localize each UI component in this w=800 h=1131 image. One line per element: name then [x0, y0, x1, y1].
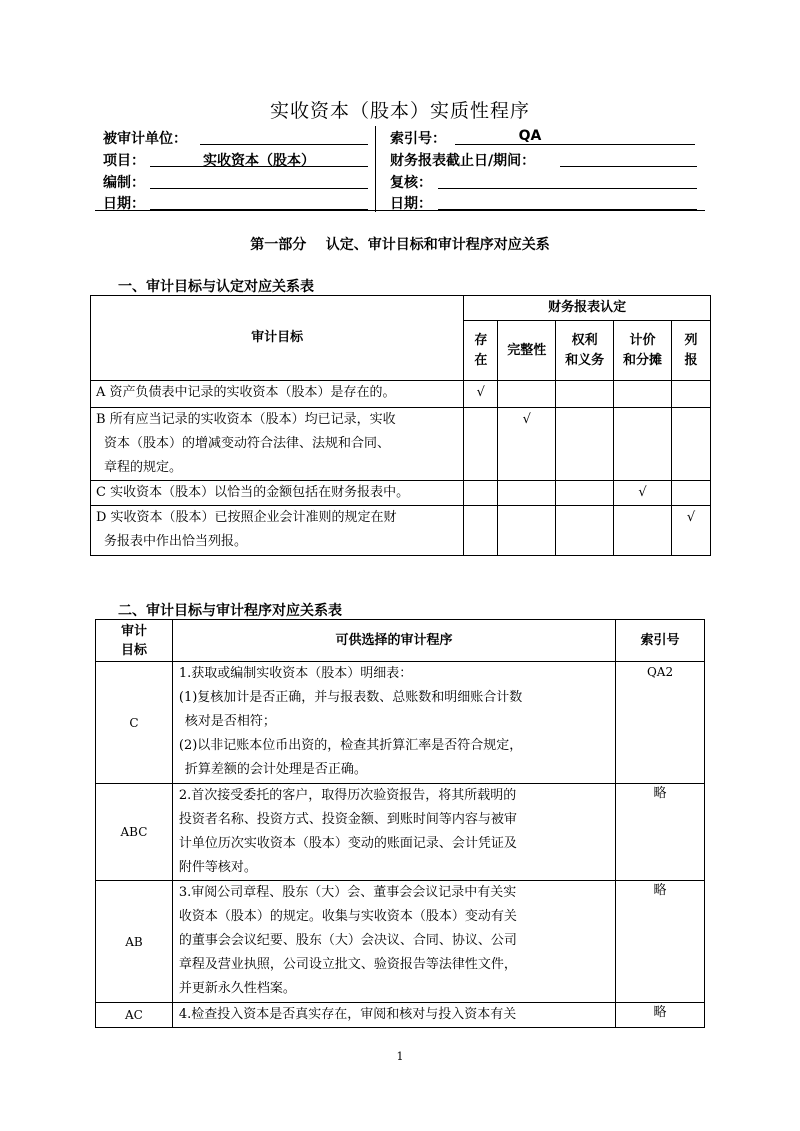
check-cell [556, 506, 614, 556]
procedure-objective: AB [96, 881, 173, 1003]
col-objective-header-line: 审计 [120, 623, 147, 639]
index-label: 索引号： [390, 131, 446, 147]
assertion-header-text: 和义务 [565, 352, 605, 368]
project-label: 项目： [103, 153, 145, 169]
procedure-line: 2.首次接受委托的客户，取得历次验资报告，将其所载明的 [178, 788, 517, 803]
col-assertion-group-header: 财务报表认定 [464, 296, 711, 321]
procedure-objective: C [96, 662, 173, 784]
objective-text [91, 481, 464, 506]
assertion-header-completeness [498, 321, 556, 381]
procedure-objective: AC [96, 1003, 173, 1028]
procedure-line: 附件等核对。 [178, 860, 257, 875]
procedure-index[interactable]: 略 [616, 784, 705, 881]
project-value: 实收资本（股本） [203, 153, 315, 169]
check-cell [498, 506, 556, 556]
objective-row [91, 381, 711, 408]
check-cell [614, 408, 672, 481]
check-cell [672, 506, 711, 556]
col-objective-header: 审计目标 [91, 296, 464, 381]
date2-label: 日期： [390, 196, 432, 212]
index-value: QA [518, 128, 542, 144]
check-cell [614, 481, 672, 506]
assertion-header-text: 权利 [571, 332, 598, 348]
prepared-field[interactable] [150, 172, 368, 189]
check-cell [672, 408, 711, 481]
check-cell [556, 481, 614, 506]
auditee-label: 被审计单位： [103, 131, 187, 147]
procedure-line: 并更新永久性档案。 [178, 981, 296, 996]
assertion-header-text: 计价 [629, 332, 656, 348]
objective-text [91, 408, 464, 481]
col-objective-header [96, 620, 173, 662]
check-mark: √ [686, 510, 696, 525]
objective-line: 章程的规定。 [104, 460, 183, 475]
check-cell [498, 408, 556, 481]
procedure-line: (2)以非记账本位币出资的，检查其折算汇率是否符合规定， [178, 738, 523, 753]
procedure-line: 计单位历次实收资本（股本）变动的账面记录、会计凭证及 [178, 836, 517, 851]
index-field[interactable] [455, 128, 695, 145]
date2-field[interactable] [438, 193, 697, 210]
assertion-header-existence [464, 321, 498, 381]
objective-row [91, 408, 711, 481]
check-cell [464, 381, 498, 408]
col-index-header: 索引号 [616, 620, 705, 662]
check-cell [464, 408, 498, 481]
procedure-index[interactable]: QA2 [616, 662, 705, 784]
period-field[interactable] [560, 150, 697, 167]
procedure-line: (1)复核加计是否正确，并与报表数、总账数和明细账合计数 [178, 690, 523, 705]
objective-line: B 所有应当记录的实收资本（股本）均已记录，实收 [96, 412, 396, 427]
objective-text [91, 506, 464, 556]
procedure-line: 4.检查投入资本是否真实存在，审阅和核对与投入资本有关 [178, 1007, 517, 1022]
procedure-line: 章程及营业执照，公司设立批文、验资报告等法律性文件， [178, 957, 517, 972]
check-cell [556, 381, 614, 408]
objective-row [91, 481, 711, 506]
objective-text [91, 381, 464, 408]
procedure-line: 1.获取或编制实收资本（股本）明细表： [178, 666, 413, 681]
procedure-line: 折算差额的会计处理是否正确。 [184, 762, 367, 777]
check-mark: √ [638, 485, 647, 500]
auditee-field[interactable] [200, 128, 368, 145]
page-number: 1 [396, 1050, 404, 1063]
reviewed-label: 复核： [390, 175, 432, 191]
assertion-header-text: 完整性 [507, 342, 547, 358]
procedure-line: 3.审阅公司章程、股东（大）会、董事会会议记录中有关实 [178, 885, 517, 900]
part-title: 第一部分 认定、审计目标和审计程序对应关系 [250, 237, 550, 253]
check-cell [672, 481, 711, 506]
check-cell [556, 408, 614, 481]
prepared-label: 编制： [103, 175, 145, 191]
section2-heading: 二、审计目标与审计程序对应关系表 [118, 603, 342, 619]
col-procedure-header: 可供选择的审计程序 [172, 620, 615, 662]
check-cell [464, 506, 498, 556]
date1-field[interactable] [150, 193, 368, 210]
page-title: 实收资本（股本）实质性程序 [269, 100, 530, 122]
assertion-header-text: 在 [474, 352, 488, 368]
date1-label: 日期： [103, 196, 145, 212]
objective-line: D 实收资本（股本）已按照企业会计准则的规定在财 [96, 510, 397, 525]
assertion-header-text: 和分摊 [623, 352, 663, 368]
check-cell [672, 381, 711, 408]
procedure-text [172, 881, 615, 1003]
objective-line: 资本（股本）的增减变动符合法律、法规和合同、 [104, 436, 391, 451]
check-cell [614, 506, 672, 556]
check-cell [614, 381, 672, 408]
check-mark: √ [476, 385, 485, 400]
procedure-text [172, 784, 615, 881]
check-cell [498, 481, 556, 506]
assertion-header-text: 列 [684, 332, 698, 348]
reviewed-field[interactable] [438, 172, 697, 189]
procedure-row [96, 1003, 705, 1028]
check-cell [464, 481, 498, 506]
header-divider [375, 126, 376, 212]
objective-line: C 实收资本（股本）以恰当的金额包括在财务报表中。 [96, 485, 410, 500]
objective-assertion-table [90, 295, 711, 556]
assertion-header-valuation [614, 321, 672, 381]
check-cell [498, 381, 556, 408]
assertion-header-text: 报 [684, 352, 698, 368]
procedure-line: 的董事会会议纪要、股东（大）会决议、合同、协议、公司 [178, 933, 517, 948]
procedure-index[interactable]: 略 [616, 1003, 705, 1028]
objective-row [91, 506, 711, 556]
procedure-row [96, 881, 705, 1003]
section1-heading: 一、审计目标与认定对应关系表 [118, 279, 314, 295]
objective-line: 务报表中作出恰当列报。 [104, 534, 248, 549]
col-objective-header-line: 目标 [120, 642, 147, 658]
procedure-row [96, 784, 705, 881]
assertion-header-rights [556, 321, 614, 381]
project-field[interactable] [150, 150, 368, 167]
header-block [95, 122, 705, 212]
objective-procedure-table [95, 619, 705, 1028]
procedure-objective: ABC [96, 784, 173, 881]
procedure-line: 投资者名称、投资方式、投资金额、到账时间等内容与被审 [178, 812, 517, 827]
procedure-line: 收资本（股本）的规定。收集与实收资本（股本）变动有关 [178, 909, 517, 924]
assertion-header-text: 存 [474, 332, 488, 348]
check-mark: √ [522, 412, 531, 427]
period-label: 财务报表截止日/期间： [390, 153, 536, 169]
procedure-text [172, 1003, 615, 1028]
procedure-text [172, 662, 615, 784]
procedure-line: 核对是否相符； [184, 714, 276, 729]
objective-line: A 资产负债表中记录的实收资本（股本）是存在的。 [96, 385, 396, 400]
assertion-header-presentation [672, 321, 711, 381]
procedure-row [96, 662, 705, 784]
procedure-index[interactable]: 略 [616, 881, 705, 1003]
